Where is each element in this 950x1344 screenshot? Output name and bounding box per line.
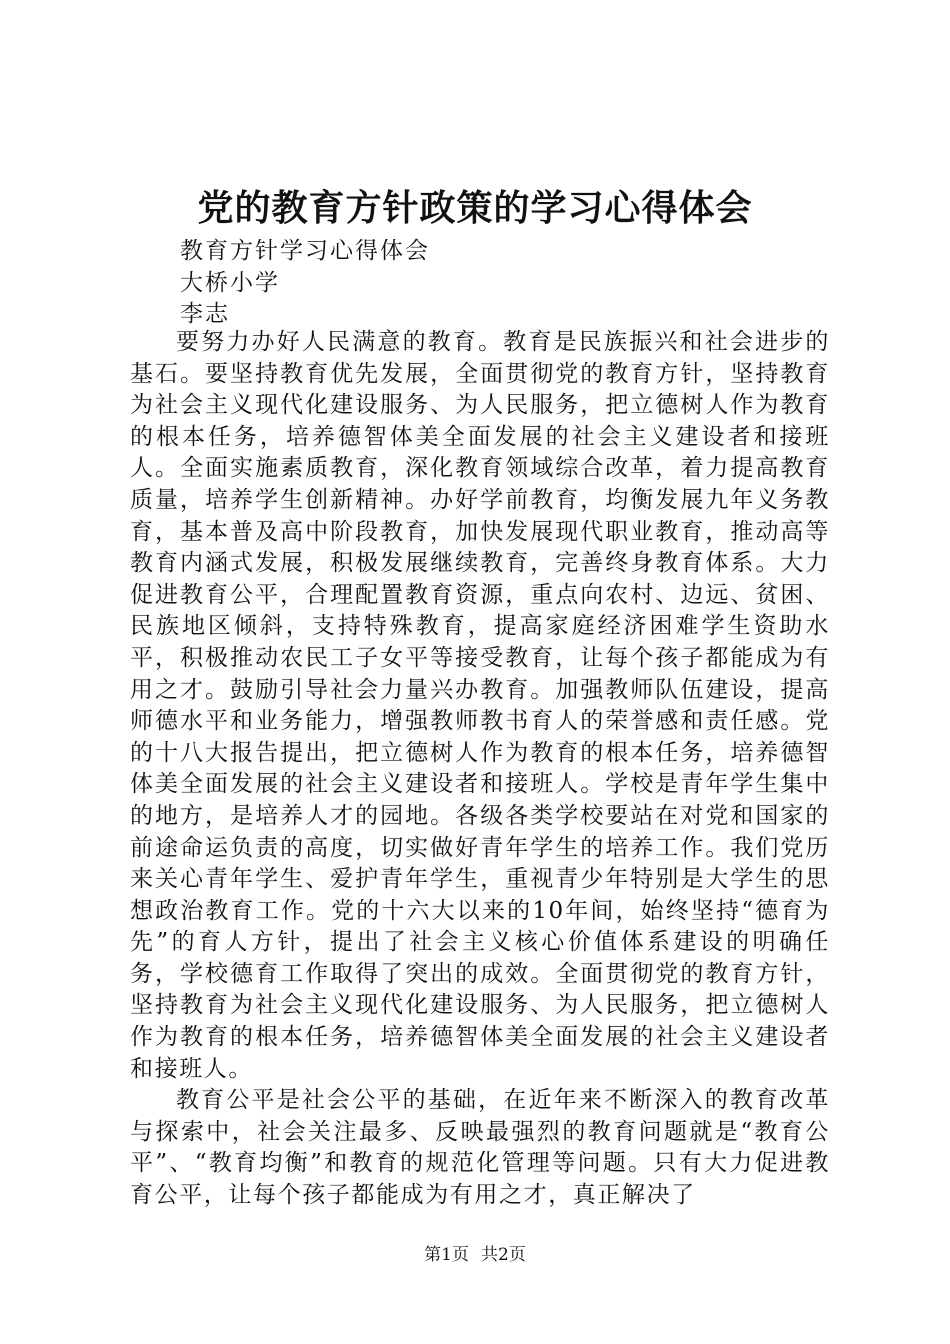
body-paragraph: 教育公平是社会公平的基础，在近年来不断深入的教育改革与探索中，社会关注最多、反映最强烈的教育问题就是“教育公平”、“教育均衡”和教育的规范化管理等问题。只有大力促进教育公平，让每个孩子都能成为有用之才，真正解决了 [130,1087,830,1209]
page-footer [0,1243,950,1267]
document-body [130,327,830,1212]
school-name: 大桥小学 [180,270,280,296]
document-subtitle: 教育方针学习心得体会 [180,238,430,264]
body-paragraph: 要努力办好人民满意的教育。教育是民族振兴和社会进步的基石。要坚持教育优先发展，全面贯彻党的教育方针，坚持教育为社会主义现代化建设服务、为人民服务，把立德树人作为教育的根本任务，培养德智体美全面发展的社会主义建设者和接班人。全面实施素质教育，深化教育领域综合改革，着力提高教育质量，培养学生创新精神。办好学前教育，均衡发展九年义务教育，基本普及高中阶段教育，加快发展现代职业教育，推动高等教育内涵式发展，积极发展继续教育，完善终身教育体系。大力促进教育公平，合理配置教育资源，重点向农村、边远、贫困、民族地区倾斜，支持特殊教育，提高家庭经济困难学生资助水平，积极推动农民工子女平等接受教育，让每个孩子都能成为有用之才。鼓励引导社会力量兴办教育。加强教师队伍建设，提高师德水平和业务能力，增强教师教书育人的荣誉感和责任感。党的十八大报告提出，把立德树人作为教育的根本任务，培养德智体美全面发展的社会主义建设者和接班人。学校是青年学生集中的地方，是培养人才的园地。各级各类学校要站在对党和国家的前途命运负责的高度，切实做好青年学生的培养工作。我们党历来关心青年学生、爱护青年学生，重视青少年特别是大学生的思想政治教育工作。党的十六大以来的10年间，始终坚持“德育为先”的育人方针，提出了社会主义核心价值体系建设的明确任务，学校德育工作取得了突出的成效。全面贯彻党的教育方针，坚持教育为社会主义现代化建设服务、为人民服务，把立德树人作为教育的根本任务，培养德智体美全面发展的社会主义建设者和接班人。 [130,329,830,1082]
page-number: 第1页 [424,1245,469,1265]
page-total: 共2页 [481,1245,526,1265]
document-title: 党的教育方针政策的学习心得体会 [197,187,753,229]
author-name: 李志 [180,301,230,327]
